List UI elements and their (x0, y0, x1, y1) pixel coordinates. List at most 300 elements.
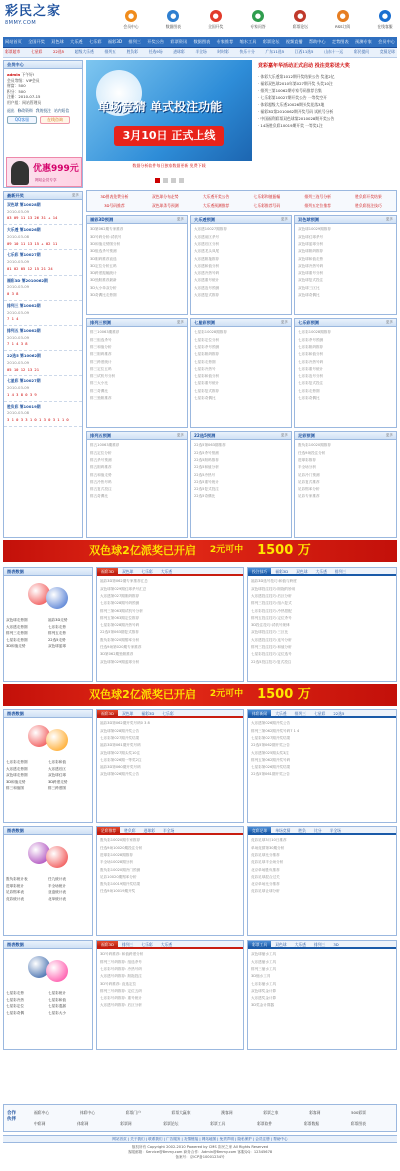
panel-item[interactable] (194, 226, 288, 233)
section-item[interactable] (100, 1002, 240, 1009)
panel-item[interactable] (298, 284, 393, 291)
topnav-item[interactable] (330, 10, 356, 34)
section-tab[interactable]: 双色球 (275, 942, 287, 947)
panel-item[interactable] (298, 457, 393, 464)
section-item[interactable] (251, 593, 393, 600)
chart-link[interactable]: 双色球走势图 (6, 773, 28, 777)
section-item[interactable] (100, 614, 240, 621)
panel-item[interactable] (194, 486, 288, 493)
site-logo[interactable] (5, 4, 85, 34)
panel-item[interactable] (194, 248, 288, 255)
chart-link[interactable]: 胜负彩统计表 (6, 877, 28, 881)
partner-link[interactable]: 彩票数据 (303, 1120, 320, 1126)
panel-item[interactable] (194, 351, 288, 358)
chart-link[interactable]: 大乐透走势图 (6, 766, 28, 771)
chart-link[interactable]: 七乐彩走势 (48, 624, 66, 629)
partner-link[interactable]: 彩票图表 (350, 1120, 366, 1126)
panel-item[interactable] (194, 380, 288, 387)
section-tab[interactable]: 半全场 (162, 828, 175, 833)
panel-item[interactable] (90, 478, 184, 485)
chart-link[interactable]: 七乐彩走势图 (6, 760, 28, 764)
menu-item[interactable]: 缩水工具 (239, 39, 257, 45)
partner-link[interactable]: 500彩票 (351, 1110, 366, 1115)
panel-item[interactable] (90, 233, 184, 240)
section-item[interactable] (100, 973, 240, 980)
chart-link[interactable]: 双色球红球 (48, 773, 66, 777)
section-item[interactable] (100, 607, 240, 614)
section-item[interactable] (251, 636, 393, 643)
panel-item[interactable] (90, 226, 184, 233)
chart-link[interactable]: 足彩赔率表 (6, 890, 24, 894)
chart-link[interactable]: 大乐透走势图 (6, 624, 28, 629)
section-item[interactable] (100, 742, 240, 749)
section-tab[interactable]: 胜负 (298, 828, 306, 833)
menu-item[interactable]: 走势图表 (331, 39, 349, 45)
partner-link[interactable]: 福彩中心 (34, 1110, 50, 1115)
chart-link[interactable]: 北单统计表 (48, 896, 66, 901)
section-item[interactable] (100, 837, 240, 844)
submenu-item[interactable]: 胜负彩 (126, 49, 138, 55)
section-item[interactable] (251, 585, 393, 592)
section-item[interactable] (100, 764, 240, 771)
panel-item[interactable] (194, 471, 288, 478)
partner-link[interactable]: 彩票论坛 (163, 1120, 179, 1126)
section-item[interactable] (100, 629, 240, 636)
draw-item[interactable] (4, 225, 82, 250)
section-tab[interactable]: 进球彩 (143, 828, 155, 833)
draw-item[interactable] (4, 351, 82, 376)
draw-item[interactable] (4, 200, 82, 225)
menu-item[interactable]: 彩票论坛 (262, 39, 280, 45)
ad-banner-2[interactable] (3, 684, 397, 706)
chart-link[interactable]: 双色球蓝球 (48, 644, 66, 648)
partner-link[interactable]: 体彩中心 (79, 1110, 96, 1115)
panel-item[interactable] (194, 344, 288, 351)
chart-link[interactable]: 福彩3D走势 (48, 618, 68, 622)
panel-item[interactable] (194, 255, 288, 262)
menu-item[interactable]: 彩票资讯 (170, 39, 188, 45)
panel-item[interactable] (298, 478, 393, 485)
panel-item[interactable] (194, 233, 288, 240)
section-tab[interactable]: 大乐透 (160, 942, 173, 947)
draw-item[interactable] (4, 250, 82, 275)
chart-link[interactable]: 排三跨度图 (48, 786, 66, 790)
menu-item[interactable]: 会员中心 (378, 39, 395, 45)
section-item[interactable] (100, 644, 240, 651)
section-item[interactable] (251, 966, 393, 973)
section-item[interactable] (100, 844, 240, 851)
panel-item[interactable] (194, 292, 288, 299)
quick-link[interactable]: 3D图表免费分析 (100, 194, 129, 199)
submenu-item[interactable]: 进球彩 (173, 49, 185, 55)
section-tab[interactable]: 半全场 (329, 828, 341, 833)
draw-item[interactable] (4, 326, 82, 351)
section-tab[interactable]: 七乐彩 (162, 711, 174, 716)
section-item[interactable] (251, 578, 393, 585)
quick-link[interactable]: 大乐透开奖公告 (202, 194, 230, 199)
section-item[interactable] (251, 951, 393, 958)
chart-link[interactable]: 3D和值走势 (6, 779, 26, 784)
panel-item[interactable] (90, 457, 184, 464)
panel-item[interactable] (298, 358, 393, 365)
submenu-item[interactable]: 时时彩 (217, 49, 229, 55)
section-item[interactable] (251, 720, 393, 727)
section-tab[interactable]: 排列三 (121, 942, 134, 947)
section-item[interactable] (251, 958, 393, 965)
chart-link[interactable]: 七星彩奇偶 (6, 1010, 24, 1015)
section-item[interactable] (100, 735, 240, 742)
section-item[interactable] (251, 866, 393, 873)
panel-item[interactable] (90, 373, 184, 380)
chart-link[interactable]: 七星彩冷热 (6, 997, 24, 1002)
section-item[interactable] (251, 629, 393, 636)
panel-item[interactable] (90, 471, 184, 478)
panel-item[interactable] (90, 248, 184, 255)
topnav-item[interactable] (118, 10, 144, 34)
section-item[interactable] (251, 756, 393, 763)
submenu-item[interactable]: 半全场 (195, 49, 207, 55)
section-item[interactable] (100, 593, 240, 600)
draw-item[interactable] (4, 276, 82, 301)
more-link[interactable]: 更多 (176, 433, 184, 438)
panel-item[interactable] (194, 387, 288, 394)
partner-link[interactable]: 体彩网 (77, 1120, 89, 1126)
section-item[interactable] (100, 995, 240, 1002)
panel-item[interactable] (298, 373, 393, 380)
section-tab[interactable]: 双色球 (121, 569, 134, 574)
section-item[interactable] (100, 966, 240, 973)
panel-item[interactable] (90, 262, 184, 269)
section-item[interactable] (251, 995, 393, 1002)
section-tab[interactable]: 单场竞猜 (275, 828, 291, 833)
top-news-item[interactable]: · 福彩3D第2010062期开奖号码 试机号分析 (258, 109, 334, 115)
section-tab[interactable]: 胜负彩 (124, 828, 136, 833)
chart-link[interactable]: 七星彩统计 (48, 991, 66, 995)
top-news-item[interactable]: · 体彩大乐透第1012期开奖结果公告 奖池2亿 (258, 74, 335, 80)
submenu-item[interactable]: 竞猜足球 (379, 49, 395, 55)
quick-link[interactable]: 胜负彩开奖结果 (355, 194, 382, 199)
menu-item[interactable]: 网站首页 (5, 39, 22, 45)
panel-item[interactable] (90, 284, 184, 291)
section-item[interactable] (100, 749, 240, 756)
panel-item[interactable] (194, 336, 288, 343)
panel-item[interactable] (90, 255, 184, 262)
section-tab[interactable]: 双色球 (121, 711, 134, 716)
section-item[interactable] (100, 980, 240, 987)
topnav-item[interactable] (203, 10, 229, 34)
quick-link[interactable]: 3D号码推荐 (104, 203, 125, 208)
top-news-item[interactable]: · 七乐彩第10027期开奖公告 一等奖空开 (258, 95, 327, 101)
menu-item[interactable]: 视频直播 (285, 39, 303, 45)
topnav-item[interactable] (287, 10, 313, 34)
panel-item[interactable] (194, 262, 288, 269)
chart-link[interactable]: 3D跨度走势 (48, 779, 68, 784)
section-item[interactable] (251, 837, 393, 844)
submenu-item[interactable]: 彩票超市 (5, 49, 21, 55)
section-tab[interactable]: 七乐彩 (141, 942, 153, 947)
section-item[interactable] (100, 958, 240, 965)
section-tab[interactable]: 福彩3D (141, 711, 155, 716)
panel-item[interactable] (298, 292, 393, 299)
panel-item[interactable] (298, 387, 393, 394)
menu-item[interactable]: 数据图表 (193, 39, 211, 45)
panel-item[interactable] (194, 449, 288, 456)
section-item[interactable] (100, 852, 240, 859)
section-tab[interactable]: 排列三 (313, 942, 326, 947)
panel-item[interactable] (298, 329, 393, 336)
section-tab[interactable]: 竞彩足球 (248, 827, 271, 833)
section-tab[interactable]: 七乐彩 (141, 569, 153, 574)
quick-link[interactable]: 双色球杀号预测 (151, 203, 179, 208)
top-news-headline[interactable]: 竞彩嘉年华活动正式启动 投注竞彩送大奖 (258, 63, 350, 69)
partner-link[interactable]: 彩票软件 (256, 1120, 273, 1126)
panel-item[interactable] (298, 255, 393, 262)
partner-link[interactable]: 彩票工具 (210, 1120, 226, 1126)
chart-link[interactable]: 排列三走势图 (6, 631, 28, 635)
submenu-item[interactable]: 彩民提问 (353, 49, 370, 55)
section-item[interactable] (100, 578, 240, 585)
more-link[interactable]: 更多 (385, 433, 393, 438)
top-news-item[interactable]: · 中国福利彩票双色球第2010028期开奖公告 (258, 116, 335, 122)
section-item[interactable] (100, 888, 240, 895)
chart-link[interactable]: 半全场统计 (48, 883, 66, 888)
panel-item[interactable] (298, 395, 393, 402)
panel-item[interactable] (194, 493, 288, 500)
chart-link[interactable]: 七星彩走势 (6, 991, 24, 995)
section-item[interactable] (100, 987, 240, 994)
more-link[interactable]: 更多 (176, 320, 184, 325)
menu-item[interactable]: 排列三 (128, 39, 141, 45)
draw-item[interactable] (4, 402, 82, 427)
panel-item[interactable] (194, 365, 288, 372)
partner-link[interactable]: 中彩网 (34, 1120, 46, 1126)
panel-item[interactable] (298, 486, 393, 493)
partner-link[interactable]: 彩客网 (309, 1110, 321, 1115)
section-item[interactable] (251, 873, 393, 880)
partner-link[interactable]: 彩票门户 (125, 1110, 141, 1115)
panel-item[interactable] (298, 449, 393, 456)
chart-link[interactable]: 排列五走势 (48, 631, 66, 635)
section-tab[interactable]: 比分 (313, 828, 322, 833)
panel-item[interactable] (194, 442, 288, 449)
top-news-item[interactable]: · 体彩超级大乐透10026期头奖花落3地 (258, 102, 325, 108)
quick-link[interactable]: 大乐透预测推荐 (202, 203, 230, 208)
chart-link[interactable]: 22选5走势 (48, 637, 66, 642)
topnav-item[interactable] (372, 10, 398, 34)
quick-link[interactable]: 排列三连号分析 (304, 194, 331, 199)
panel-item[interactable] (298, 351, 393, 358)
section-item[interactable] (251, 622, 393, 629)
panel-item[interactable] (298, 277, 393, 284)
more-link[interactable]: 更多 (176, 217, 184, 222)
section-tab[interactable]: 足彩推荐 (97, 827, 120, 833)
panel-item[interactable] (90, 365, 184, 372)
panel-item[interactable] (194, 329, 288, 336)
section-item[interactable] (100, 873, 240, 880)
chart-link[interactable]: 大乐透后区 (48, 766, 66, 771)
more-link[interactable]: 更多 (385, 217, 393, 222)
panel-item[interactable] (90, 270, 184, 277)
section-item[interactable] (100, 859, 240, 866)
panel-item[interactable] (194, 284, 288, 291)
panel-item[interactable] (298, 226, 393, 233)
top-news-item[interactable]: · 福彩双色球2010年第027期开奖 头奖10注 (258, 81, 333, 87)
section-tab[interactable]: 体彩新闻 (248, 710, 271, 716)
feature-banner[interactable] (86, 60, 252, 170)
section-item[interactable] (251, 651, 393, 658)
panel-item[interactable] (90, 277, 184, 284)
section-item[interactable] (251, 658, 393, 665)
panel-item[interactable] (298, 344, 393, 351)
menu-item[interactable]: 预测专家 (355, 39, 372, 45)
section-item[interactable] (251, 614, 393, 621)
panel-item[interactable] (298, 233, 393, 240)
panel-item[interactable] (90, 387, 184, 394)
section-item[interactable] (251, 644, 393, 651)
chart-link[interactable]: 七星彩走势图 (6, 637, 28, 642)
panel-item[interactable] (90, 351, 184, 358)
panel-item[interactable] (298, 248, 393, 255)
chart-link[interactable]: 3D和值走势 (6, 644, 26, 648)
section-item[interactable] (100, 622, 240, 629)
panel-item[interactable] (194, 395, 288, 402)
panel-item[interactable] (298, 493, 393, 500)
section-item[interactable] (100, 600, 240, 607)
section-item[interactable] (100, 720, 240, 727)
chart-link[interactable]: 排三和值图 (6, 786, 24, 790)
section-tab[interactable]: 排列三 (294, 711, 306, 716)
section-item[interactable] (251, 735, 393, 742)
menu-item[interactable]: 双色球 (51, 39, 64, 45)
section-item[interactable] (100, 585, 240, 592)
panel-item[interactable] (90, 449, 184, 456)
section-tab[interactable]: 3D (333, 942, 339, 947)
more-link[interactable]: 更多 (385, 320, 393, 325)
chart-link[interactable]: 竞彩统计表 (6, 896, 24, 901)
submenu-item[interactable]: 22选5 (53, 49, 65, 55)
section-item[interactable] (251, 1002, 393, 1009)
section-item[interactable] (251, 852, 393, 859)
partner-link[interactable]: 澳客网 (221, 1110, 233, 1115)
section-tab[interactable]: 彩票工具 (248, 941, 271, 947)
more-link[interactable]: 更多 (280, 433, 288, 438)
panel-item[interactable] (194, 457, 288, 464)
submenu-item[interactable]: 任选9场 (148, 49, 163, 55)
section-tab[interactable]: 七星彩 (313, 711, 326, 716)
draw-item[interactable] (4, 301, 82, 326)
panel-item[interactable] (90, 358, 184, 365)
partner-link[interactable]: 彩票网 (120, 1120, 132, 1126)
topnav-item[interactable] (245, 10, 271, 34)
section-tab[interactable]: 大乐透 (315, 569, 327, 574)
more-link[interactable]: 更多 (280, 217, 288, 222)
panel-item[interactable] (90, 336, 184, 343)
section-item[interactable] (251, 749, 393, 756)
panel-item[interactable] (194, 270, 288, 277)
section-item[interactable] (100, 651, 240, 658)
partner-link[interactable]: 彩票大赢家 (171, 1110, 191, 1115)
quick-link[interactable]: 排列五定位推荐 (304, 203, 331, 208)
menu-item[interactable]: 开奖公告 (147, 39, 165, 45)
section-item[interactable] (100, 636, 240, 643)
chart-link[interactable]: 七星彩遗漏 (48, 1004, 66, 1008)
chart-link[interactable]: 亚盘统计表 (48, 890, 66, 894)
section-item[interactable] (251, 973, 393, 980)
panel-item[interactable] (90, 344, 184, 351)
chart-link[interactable]: 七星彩大小 (48, 1010, 66, 1015)
submenu-item[interactable]: 排列五 (104, 49, 116, 55)
submenu-item[interactable]: 超级大乐透 (74, 49, 94, 55)
section-item[interactable] (251, 987, 393, 994)
section-item[interactable] (251, 771, 393, 778)
top-news-item[interactable]: · 排列三第10062期专家号码推荐合集 (258, 88, 322, 94)
chart-link[interactable]: 七乐彩和值 (48, 760, 66, 764)
panel-item[interactable] (298, 241, 393, 248)
section-item[interactable] (100, 658, 240, 665)
panel-item[interactable] (90, 493, 184, 500)
menu-item[interactable]: 七乐彩 (88, 39, 102, 45)
section-item[interactable] (100, 881, 240, 888)
section-item[interactable] (251, 742, 393, 749)
bottom-menu[interactable]: 网站首页 | 关于我们 | 联系我们 | 广告服务 | 友情链接 | 网站地图 | 免责声明 | 隐私保护 | 会员注册 | 帮助中心 (3, 1135, 397, 1143)
panel-item[interactable] (90, 329, 184, 336)
chart-link[interactable]: 七星彩和值 (48, 997, 66, 1002)
panel-item[interactable] (194, 464, 288, 471)
section-item[interactable] (251, 888, 393, 895)
section-item[interactable] (251, 727, 393, 734)
panel-item[interactable] (90, 442, 184, 449)
menu-item[interactable]: 大乐透 (70, 39, 83, 45)
section-item[interactable] (251, 980, 393, 987)
submenu-item[interactable]: 快乐十分 (239, 49, 255, 55)
quick-link[interactable]: 七乐彩推荐号码 (253, 203, 281, 208)
section-item[interactable] (251, 600, 393, 607)
member-link[interactable]: 我的投注 (35, 107, 51, 113)
member-link[interactable]: 退出 (7, 107, 15, 113)
panel-item[interactable] (298, 336, 393, 343)
section-item[interactable] (251, 859, 393, 866)
panel-item[interactable] (298, 464, 393, 471)
section-item[interactable] (100, 756, 240, 763)
panel-item[interactable] (298, 380, 393, 387)
section-tab[interactable]: 福彩3D (97, 941, 118, 947)
panel-item[interactable] (298, 365, 393, 372)
section-tab[interactable]: 排列三 (334, 569, 347, 574)
qq-badge[interactable]: QQ客服 (7, 116, 37, 124)
section-tab[interactable]: 投注技巧 (248, 568, 271, 574)
section-tab[interactable]: 大乐透 (160, 569, 173, 574)
panel-item[interactable] (298, 270, 393, 277)
section-tab[interactable]: 福彩3D (275, 569, 289, 574)
quick-link[interactable]: 胜负彩投注技巧 (355, 203, 382, 208)
top-news-item[interactable]: · 14场胜负彩10019期开奖 一等奖1注 (258, 123, 323, 129)
panel-item[interactable] (298, 262, 393, 269)
section-tab[interactable]: 福彩3D (97, 710, 118, 716)
submenu-item[interactable]: 江西11选5 (294, 49, 314, 55)
panel-item[interactable] (194, 277, 288, 284)
section-item[interactable] (100, 771, 240, 778)
panel-item[interactable] (90, 380, 184, 387)
panel-item[interactable] (194, 478, 288, 485)
panel-item[interactable] (298, 471, 393, 478)
section-tab[interactable]: 大乐透 (275, 711, 287, 716)
section-item[interactable] (251, 764, 393, 771)
panel-item[interactable] (194, 373, 288, 380)
submenu-item[interactable]: 七星彩 (30, 49, 43, 55)
member-link[interactable]: 站内短信 (53, 107, 70, 113)
section-tab[interactable]: 大乐透 (294, 942, 306, 947)
section-item[interactable] (100, 951, 240, 958)
